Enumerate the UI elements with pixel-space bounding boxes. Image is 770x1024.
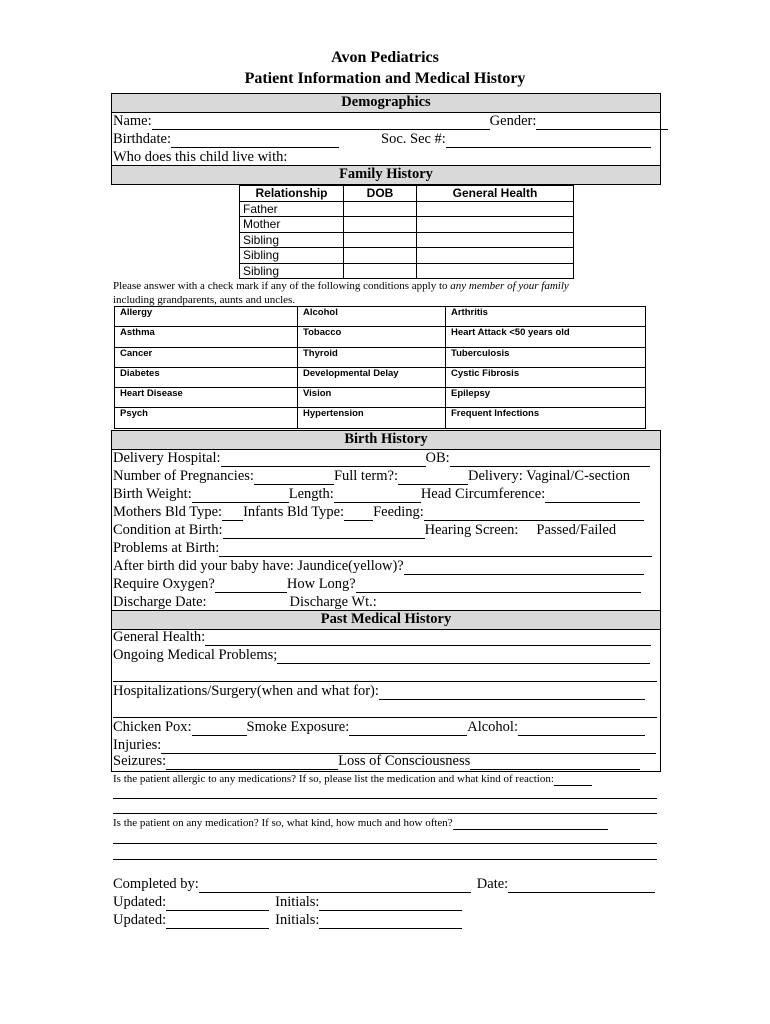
head-circ-field[interactable]: [545, 488, 640, 503]
relationship-cell: Father: [240, 201, 344, 217]
general-health-label: General Health:: [113, 629, 206, 645]
condition-cell[interactable]: Hypertension: [298, 408, 446, 428]
condition-cell[interactable]: Heart Disease: [115, 388, 298, 408]
health-cell[interactable]: [417, 248, 574, 264]
condition-cell[interactable]: Diabetes: [115, 367, 298, 387]
note-text-end: including grandparents, aunts and uncles.: [113, 294, 296, 306]
ongoing-label: Ongoing Medical Problems;: [113, 647, 278, 663]
oxygen-label: Require Oxygen?: [113, 576, 215, 592]
initials-label: Initials:: [275, 894, 320, 910]
relationship-cell: Sibling: [240, 248, 344, 264]
name-label: Name:: [113, 113, 152, 129]
updated-row-2: [113, 912, 462, 929]
health-cell[interactable]: [417, 232, 574, 248]
allergy-question-text: Is the patient allergic to any medications? If so, please list the medication and what kind of reaction:: [113, 773, 554, 785]
dob-cell[interactable]: [344, 217, 417, 233]
completed-by-field[interactable]: [199, 878, 471, 893]
mothers-bld-label: Mothers Bld Type:: [113, 504, 223, 520]
col-relationship: Relationship: [240, 186, 344, 202]
condition-cell[interactable]: Allergy: [115, 307, 298, 327]
condition-cell[interactable]: Developmental Delay: [298, 367, 446, 387]
alcohol-label: Alcohol:: [467, 719, 518, 735]
discharge-wt-label: Discharge Wt.:: [289, 594, 377, 610]
jaundice-label: After birth did your baby have: Jaundice(yellow)?: [113, 558, 404, 574]
chicken-pox-field[interactable]: [192, 721, 247, 736]
allergy-line-1[interactable]: [113, 798, 657, 799]
allergy-question: [113, 772, 592, 786]
birthdate-field[interactable]: [171, 133, 339, 148]
table-row: [115, 327, 646, 347]
loc-field[interactable]: [470, 755, 640, 770]
delivery-hospital-label: Delivery Hospital:: [113, 450, 221, 466]
infants-bld-label: Infants Bld Type:: [243, 504, 345, 520]
infants-bld-field[interactable]: [344, 506, 373, 521]
completed-row: [113, 876, 655, 893]
practice-name: Avon Pediatrics: [331, 49, 439, 66]
condition-cell[interactable]: Arthritis: [446, 307, 646, 327]
demographics-section: [111, 93, 661, 185]
pregnancies-label: Number of Pregnancies:: [113, 468, 254, 484]
table-row: [240, 263, 574, 279]
health-cell[interactable]: [417, 217, 574, 233]
lives-with-label: Who does this child live with:: [113, 149, 288, 165]
discharge-date-label: Discharge Date:: [113, 594, 207, 610]
note-text: Please answer with a check mark if any of the following conditions apply to: [113, 280, 451, 292]
past-medical-heading: Past Medical History: [112, 610, 660, 630]
alcohol-field[interactable]: [518, 721, 645, 736]
table-row: [115, 307, 646, 327]
ssn-label: Soc. Sec #:: [381, 131, 446, 147]
col-general-health: General Health: [417, 186, 574, 202]
lives-with-field[interactable]: [287, 151, 647, 166]
col-dob: DOB: [344, 186, 417, 202]
gender-label: Gender:: [489, 113, 537, 129]
table-row: [115, 408, 646, 428]
birthdate-label: Birthdate:: [113, 131, 171, 147]
relationship-cell: Mother: [240, 217, 344, 233]
dob-cell[interactable]: [344, 201, 417, 217]
discharge-date-field[interactable]: [207, 596, 290, 611]
table-row: [240, 217, 574, 233]
length-field[interactable]: [334, 488, 421, 503]
updated-field[interactable]: [166, 896, 269, 911]
updated-label: Updated:: [113, 912, 167, 928]
condition-cell[interactable]: Asthma: [115, 327, 298, 347]
condition-cell[interactable]: Tuberculosis: [446, 347, 646, 367]
how-long-field[interactable]: [356, 578, 641, 593]
ob-field[interactable]: [450, 452, 650, 467]
date-field[interactable]: [508, 878, 655, 893]
condition-cell[interactable]: Epilepsy: [446, 388, 646, 408]
condition-cell[interactable]: Vision: [298, 388, 446, 408]
table-row: [115, 347, 646, 367]
injuries-field[interactable]: [161, 739, 656, 754]
conditions-table: [114, 306, 646, 429]
feeding-label: Feeding:: [373, 504, 424, 520]
gender-field[interactable]: [536, 115, 668, 130]
name-field[interactable]: [152, 115, 490, 130]
seizures-field[interactable]: [166, 755, 338, 770]
smoke-label: Smoke Exposure:: [246, 719, 350, 735]
condition-cell[interactable]: Cancer: [115, 347, 298, 367]
medication-line-2[interactable]: [113, 859, 657, 860]
oxygen-field[interactable]: [215, 578, 287, 593]
head-circ-label: Head Circumference:: [420, 486, 546, 502]
loc-label: Loss of Consciousness: [338, 753, 471, 769]
ssn-field[interactable]: [446, 133, 651, 148]
length-label: Length:: [288, 486, 334, 502]
hosp-field[interactable]: [379, 685, 645, 700]
seizures-label: Seizures:: [113, 753, 167, 769]
ongoing-field[interactable]: [277, 649, 650, 664]
problems-label: Problems at Birth:: [113, 540, 220, 556]
table-row: [240, 232, 574, 248]
hosp-field-2[interactable]: [113, 703, 657, 718]
initials-label: Initials:: [275, 912, 320, 928]
full-term-field[interactable]: [398, 470, 468, 485]
relationship-cell: Sibling: [240, 232, 344, 248]
condition-cell[interactable]: Cystic Fibrosis: [446, 367, 646, 387]
dob-cell[interactable]: [344, 248, 417, 264]
condition-cell[interactable]: Frequent Infections: [446, 408, 646, 428]
condition-cell[interactable]: Alcohol: [298, 307, 446, 327]
dob-cell[interactable]: [344, 232, 417, 248]
feeding-field[interactable]: [424, 506, 644, 521]
medication-question-text: Is the patient on any medication? If so, what kind, how much and how often?: [113, 817, 453, 829]
problems-field[interactable]: [219, 542, 652, 557]
chicken-pox-label: Chicken Pox:: [113, 719, 192, 735]
condition-cell[interactable]: Tobacco: [298, 327, 446, 347]
condition-label: Condition at Birth:: [113, 522, 223, 538]
full-term-label: Full term?:: [333, 468, 398, 484]
demographics-heading: Demographics: [112, 94, 660, 113]
table-row: [240, 201, 574, 217]
health-cell[interactable]: [417, 201, 574, 217]
general-health-field[interactable]: [205, 631, 651, 646]
condition-cell[interactable]: Heart Attack <50 years old: [446, 327, 646, 347]
discharge-wt-field[interactable]: [377, 596, 647, 611]
dob-cell[interactable]: [344, 263, 417, 279]
updated-label: Updated:: [113, 894, 167, 910]
table-row: [115, 388, 646, 408]
family-history-table: [239, 185, 574, 279]
mothers-bld-field[interactable]: [222, 506, 243, 521]
injuries-label: Injuries:: [113, 737, 162, 753]
birth-history-heading: Birth History: [112, 431, 660, 450]
allergy-line-2[interactable]: [113, 813, 657, 814]
updated-row-1: [113, 894, 462, 911]
medication-question: [113, 816, 608, 830]
initials-field[interactable]: [319, 914, 462, 929]
completed-by-label: Completed by:: [113, 876, 199, 892]
medication-line-1[interactable]: [113, 843, 657, 844]
hearing-label: Hearing Screen:: [424, 522, 519, 538]
condition-cell[interactable]: Thyroid: [298, 347, 446, 367]
birth-weight-label: Birth Weight:: [113, 486, 192, 502]
ongoing-field-2[interactable]: [113, 667, 657, 682]
how-long-label: How Long?: [286, 576, 356, 592]
allergy-field[interactable]: [554, 774, 592, 786]
initials-field[interactable]: [319, 896, 462, 911]
jaundice-field[interactable]: [404, 560, 644, 575]
family-conditions-note: [113, 279, 673, 307]
delivery-hospital-field[interactable]: [221, 452, 426, 467]
table-row: [240, 248, 574, 264]
family-history-heading: Family History: [112, 165, 660, 185]
delivery-label: Delivery: Vaginal/C-section: [467, 468, 630, 484]
passed-failed-option[interactable]: Passed/Failed: [536, 522, 617, 538]
date-label: Date:: [476, 876, 509, 892]
updated-field[interactable]: [166, 914, 269, 929]
birth-weight-field[interactable]: [192, 488, 289, 503]
condition-field[interactable]: [223, 524, 425, 539]
pregnancies-field[interactable]: [254, 470, 334, 485]
smoke-field[interactable]: [349, 721, 467, 736]
table-row: [115, 367, 646, 387]
form-title: Patient Information and Medical History: [244, 70, 526, 87]
relationship-cell: Sibling: [240, 263, 344, 279]
medication-field[interactable]: [453, 818, 608, 830]
health-cell[interactable]: [417, 263, 574, 279]
birth-medical-section: [111, 430, 661, 772]
note-emphasis: any member of your family: [450, 280, 569, 292]
condition-cell[interactable]: Psych: [115, 408, 298, 428]
ob-label: OB:: [425, 450, 450, 466]
hosp-label: Hospitalizations/Surgery(when and what for):: [113, 683, 379, 699]
